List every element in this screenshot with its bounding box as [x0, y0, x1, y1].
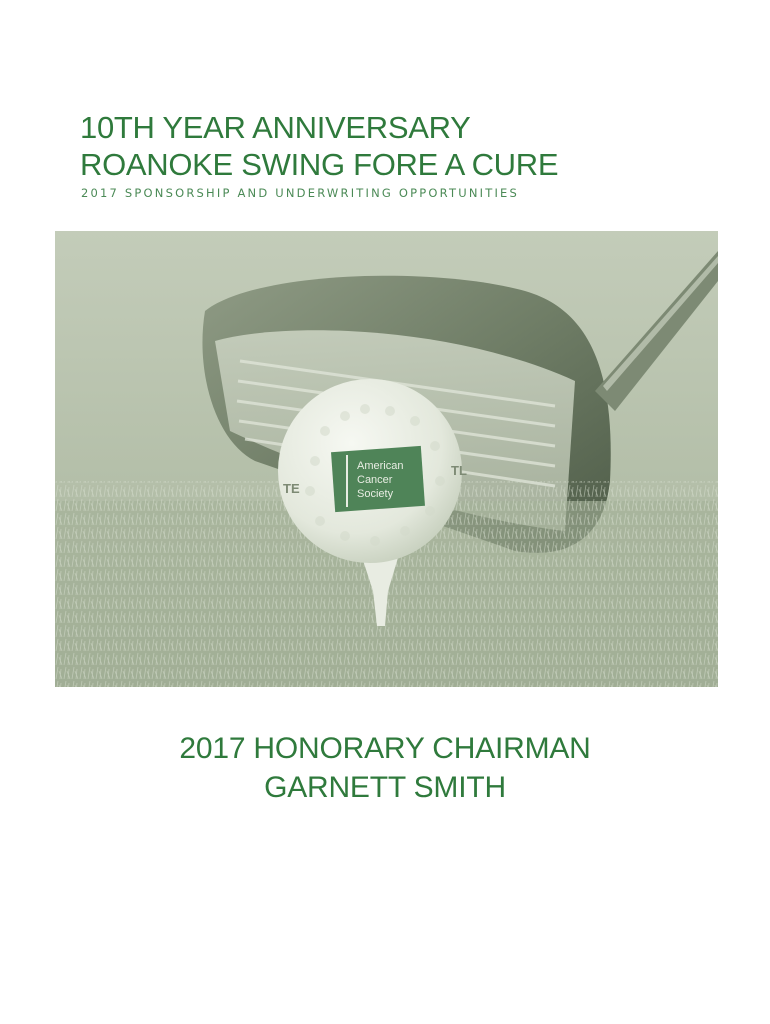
ball-brand-left: TE [283, 481, 300, 496]
title-line-1: 10TH YEAR ANNIVERSARY [80, 110, 471, 145]
honorary-chairman-name: GARNETT SMITH [264, 771, 506, 804]
title-line-2: ROANOKE SWING FORE A CURE [80, 147, 559, 182]
honorary-chairman-heading: 2017 HONORARY CHAIRMAN [179, 732, 591, 765]
ball-logo-line1: American [357, 460, 404, 472]
ball-brand-right: TL [451, 463, 467, 478]
golf-photo-illustration [55, 231, 718, 687]
subtitle: 2017 SPONSORSHIP AND UNDERWRITING OPPORTUNITIES [81, 186, 520, 200]
ball-logo-line2: Cancer [357, 474, 393, 486]
golf-photo [55, 231, 718, 687]
ball-logo-line3: Society [357, 488, 394, 500]
